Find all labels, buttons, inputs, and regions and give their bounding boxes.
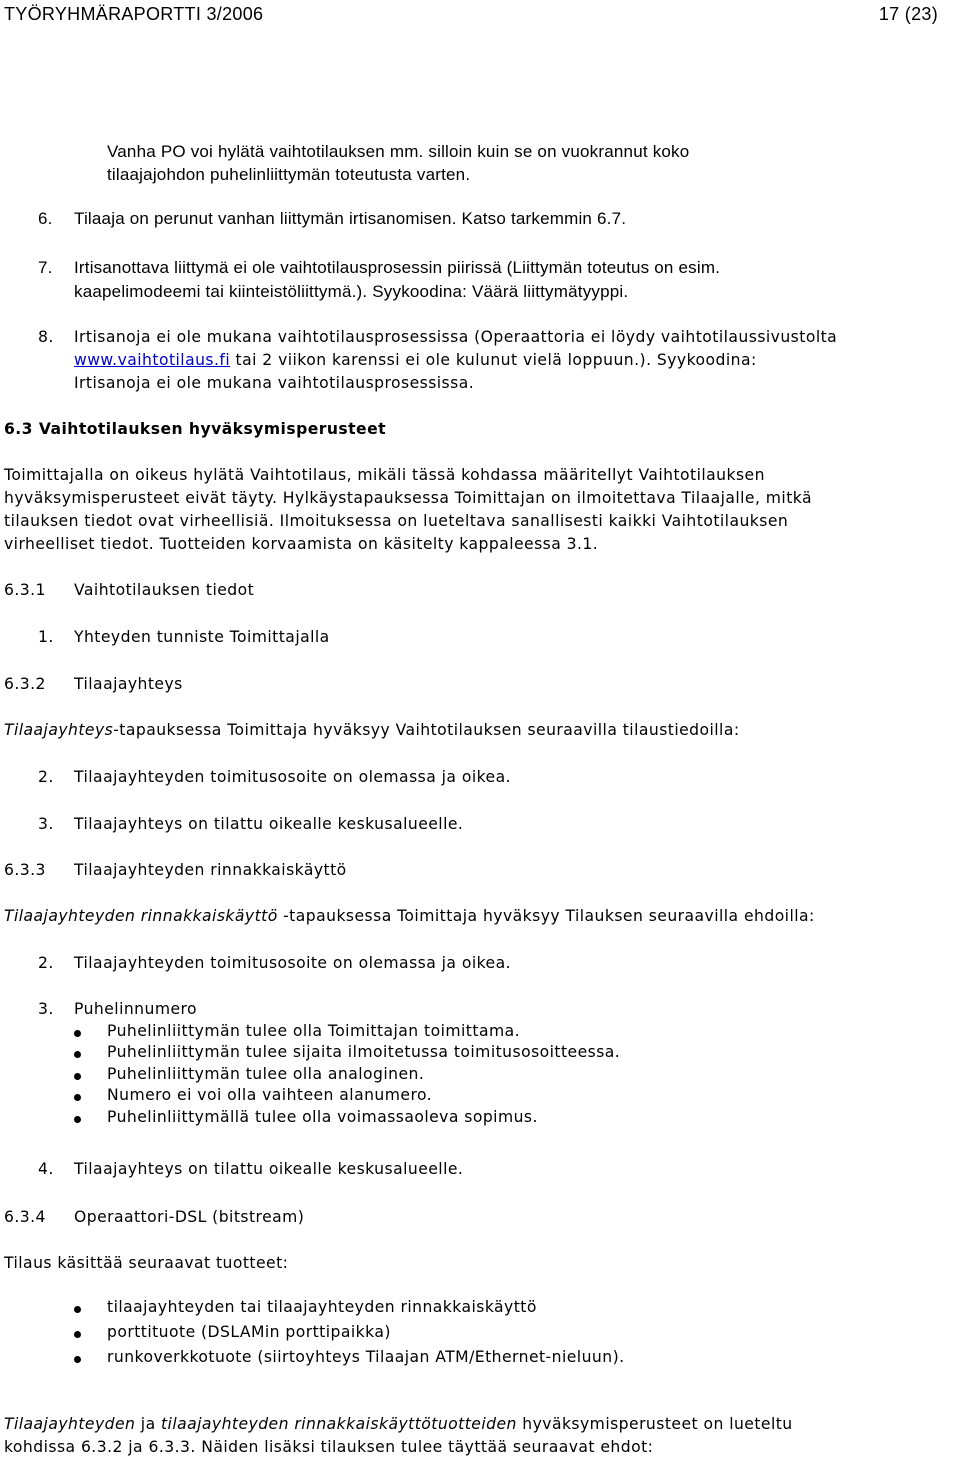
closing-rest: hyväksymisperusteet on lueteltu [516, 1415, 793, 1433]
section-6-3-1-title: Vaihtotilauksen tiedot [74, 581, 255, 599]
item-2b-number: 2. [38, 954, 54, 972]
item-4-text: Tilaajayhteys on tilattu oikealle keskusalueelle. [74, 1160, 464, 1178]
item-1-text: Yhteyden tunniste Toimittajalla [74, 628, 330, 646]
section-6-3-3-title: Tilaajayhteyden rinnakkaiskäyttö [74, 861, 347, 879]
reason-8-text-2 [74, 351, 757, 369]
item-3b-number: 3. [38, 1000, 54, 1018]
bullet-icon [74, 1030, 81, 1037]
section-6-3-2-intro [4, 721, 740, 739]
section-6-3-para-4: virheelliset tiedot. Tuotteiden korvaamista on käsitelty kappaleessa 3.1. [4, 535, 599, 553]
list-item: Puhelinliittymän tulee olla Toimittajan toimittama. [107, 1022, 520, 1040]
report-title: TYÖRYHMÄRAPORTTI 3/2006 [4, 4, 264, 24]
section-6-3-3-intro-rest: -tapauksessa Toimittaja hyväksyy Tilauksen seuraavilla ehdoilla: [277, 907, 815, 925]
closing-connector: ja [135, 1415, 161, 1433]
section-6-3-2-number: 6.3.2 [4, 675, 46, 693]
item-2-number: 2. [38, 768, 54, 786]
bullet-icon [74, 1051, 81, 1058]
list-item: Puhelinliittymän tulee sijaita ilmoitetussa toimitusosoitteessa. [107, 1043, 621, 1061]
reason-6-text: Tilaaja on perunut vanhan liittymän irtisanomisen. Katso tarkemmin 6.7. [74, 209, 627, 228]
section-6-3-1-number: 6.3.1 [4, 581, 46, 599]
item-3b-text: Puhelinnumero [74, 1000, 198, 1018]
section-6-3-4-title: Operaattori-DSL (bitstream) [74, 1208, 305, 1226]
reason-7-text-2: kaapelimodeemi tai kiinteistöliittymä.). Syykoodina: Väärä liittymätyyppi. [74, 282, 629, 301]
section-6-3-para-2: hyväksymisperusteet eivät täyty. Hylkäystapauksessa Toimittajan on ilmoitettava Tilaajalle, mitkä [4, 489, 812, 507]
list-item: Numero ei voi olla vaihteen alanumero. [107, 1086, 433, 1104]
section-6-3-para-1: Toimittajalla on oikeus hylätä Vaihtotilaus, mikäli tässä kohdassa määritellyt Vaihtotilauksen [4, 466, 765, 484]
closing-term-1: Tilaajayhteyden [4, 1415, 136, 1433]
bullet-icon [74, 1356, 81, 1363]
section-6-3-heading: 6.3 Vaihtotilauksen hyväksymisperusteet [4, 420, 387, 438]
page-number: 17 (23) [878, 4, 938, 24]
closing-line-1 [4, 1415, 793, 1433]
item-2-text: Tilaajayhteyden toimitusosoite on olemassa ja oikea. [74, 768, 511, 786]
section-6-3-4-intro: Tilaus käsittää seuraavat tuotteet: [4, 1254, 289, 1272]
section-6-3-2-title: Tilaajayhteys [74, 675, 183, 693]
bullet-icon [74, 1094, 81, 1101]
reason-8-text-1: Irtisanoja ei ole mukana vaihtotilausprosessissa (Operaattoria ei löydy vaihtotilaussivustolta [74, 328, 838, 346]
section-6-3-3-number: 6.3.3 [4, 861, 46, 879]
item-4-number: 4. [38, 1160, 54, 1178]
intro-line-1: Vanha PO voi hylätä vaihtotilauksen mm. silloin kuin se on vuokrannut koko [107, 142, 690, 161]
reason-8-text-3: Irtisanoja ei ole mukana vaihtotilausprosessissa. [74, 374, 475, 392]
section-6-3-3-intro-term: Tilaajayhteyden rinnakkaiskäyttö [4, 907, 278, 925]
bullet-icon [74, 1116, 81, 1123]
item-1-number: 1. [38, 628, 54, 646]
reason-6-number: 6. [38, 209, 53, 228]
vaihtotilaus-link[interactable]: www.vaihtotilaus.fi [74, 351, 231, 369]
section-6-3-2-intro-rest: -tapauksessa Toimittaja hyväksyy Vaihtotilauksen seuraavilla tilaustiedoilla: [113, 721, 740, 739]
section-6-3-para-3: tilauksen tiedot ovat virheellisiä. Ilmoituksessa on lueteltava sanallisesti kaikki Vaihtotilauksen [4, 512, 789, 530]
item-3-number: 3. [38, 815, 54, 833]
bullet-icon [74, 1331, 81, 1338]
intro-line-2: tilaajajohdon puhelinliittymän toteutusta varten. [107, 165, 471, 184]
reason-8-text-2-rest: tai 2 viikon karenssi ei ole kulunut vielä loppuun.). Syykoodina: [230, 351, 757, 369]
list-item: runkoverkkotuote (siirtoyhteys Tilaajan ATM/Ethernet-nieluun). [107, 1348, 625, 1366]
list-item: tilaajayhteyden tai tilaajayhteyden rinnakkaiskäyttö [107, 1298, 537, 1316]
list-item: porttituote (DSLAMin porttipaikka) [107, 1323, 391, 1341]
section-6-3-4-number: 6.3.4 [4, 1208, 46, 1226]
reason-7-number: 7. [38, 258, 53, 277]
list-item: Puhelinliittymällä tulee olla voimassaoleva sopimus. [107, 1108, 538, 1126]
closing-line-2: kohdissa 6.3.2 ja 6.3.3. Näiden lisäksi tilauksen tulee täyttää seuraavat ehdot: [4, 1438, 654, 1456]
section-6-3-2-intro-term: Tilaajayhteys [4, 721, 114, 739]
item-3-text: Tilaajayhteys on tilattu oikealle keskusalueelle. [74, 815, 464, 833]
list-item: Puhelinliittymän tulee olla analoginen. [107, 1065, 425, 1083]
closing-term-2: tilaajayhteyden rinnakkaiskäyttötuotteiden [160, 1415, 517, 1433]
bullet-icon [74, 1073, 81, 1080]
item-2b-text: Tilaajayhteyden toimitusosoite on olemassa ja oikea. [74, 954, 511, 972]
reason-8-number: 8. [38, 328, 54, 346]
bullet-icon [74, 1306, 81, 1313]
section-6-3-3-intro [4, 907, 815, 925]
reason-7-text-1: Irtisanottava liittymä ei ole vaihtotilausprosessin piirissä (Liittymän toteutus on esim. [74, 258, 721, 277]
